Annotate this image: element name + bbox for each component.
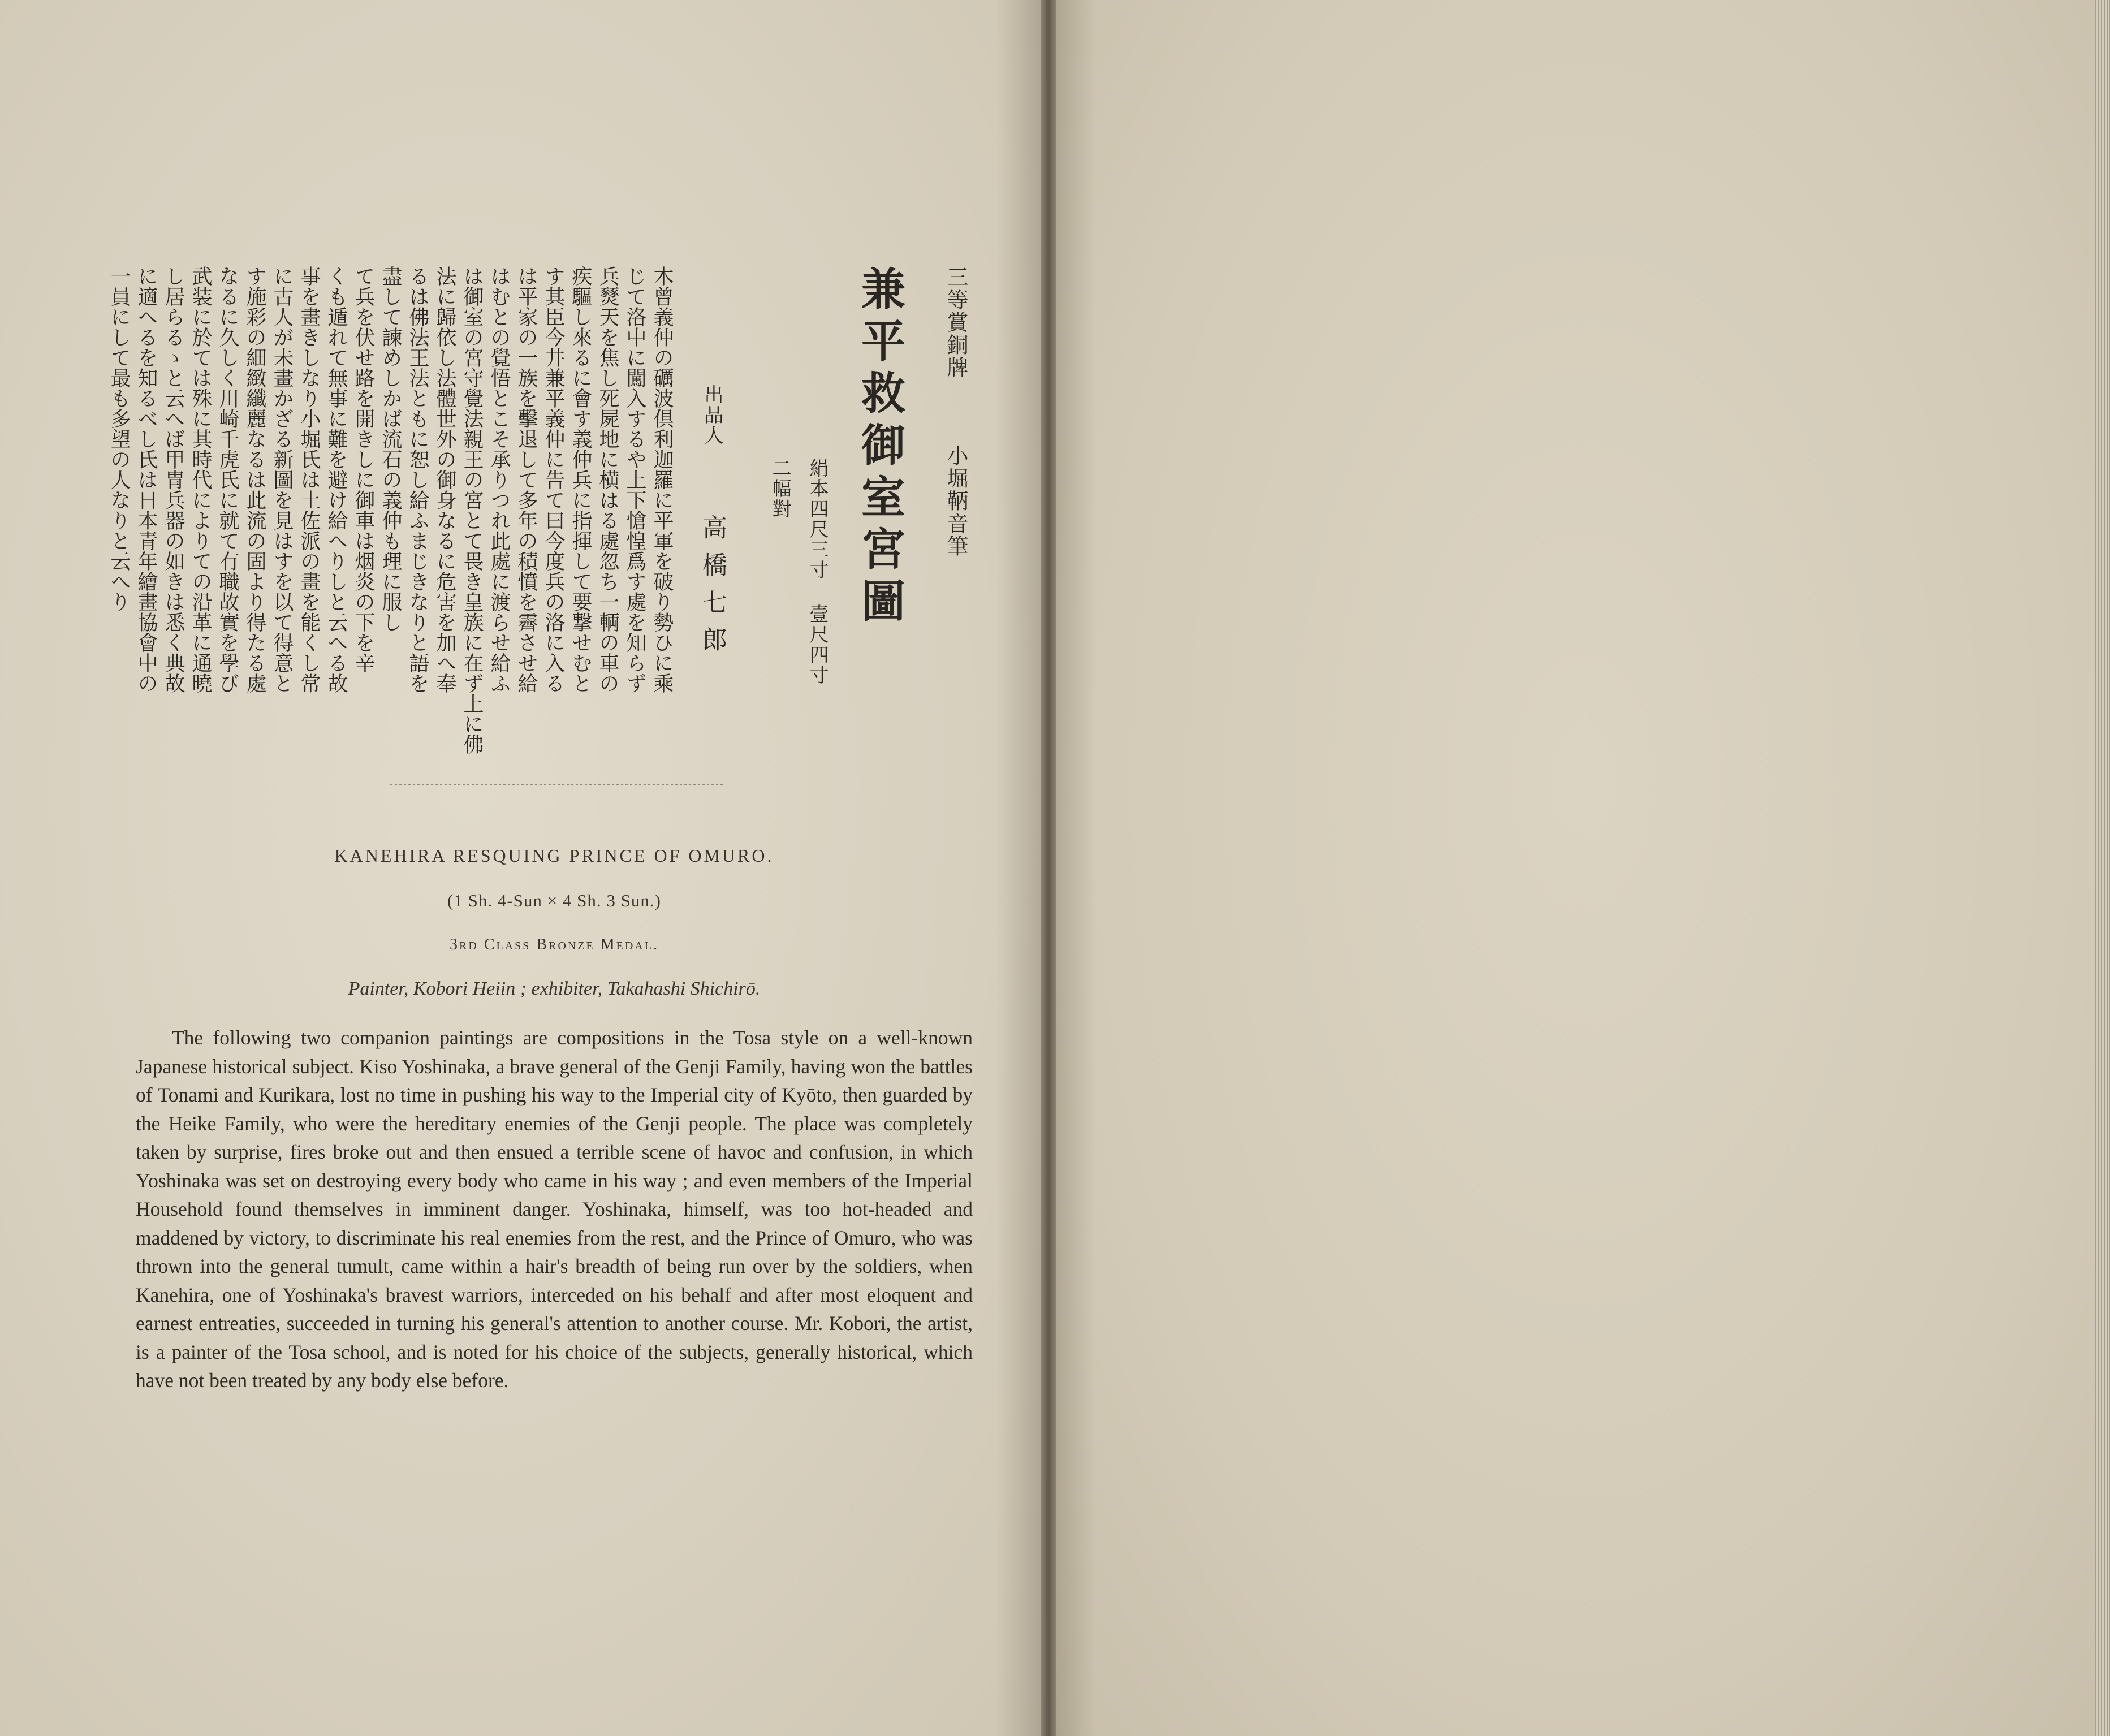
body-column: 盡して諫めしかば流石の義仲も理に服し — [379, 266, 402, 632]
wavy-divider — [390, 782, 724, 788]
painter-label: 小堀鞆音筆 — [943, 444, 968, 558]
body-column: は御室の宮守覺法親王の宮とて畏き皇族に在ず上に佛 — [460, 266, 484, 754]
body-column: 事を畫きしなり小堀氏は土佐派の畫を能くし常 — [297, 266, 321, 693]
body-column: 一員にして最も多望の人なりと云へり — [107, 266, 131, 612]
body-column: す施彩の細緻纖麗なるは此流の固より得たる處 — [243, 266, 266, 693]
body-column: るは佛法王法ともに恕し給ふまじきなりと語を — [406, 266, 429, 693]
exhibitor-label: 出品人 — [701, 385, 723, 446]
page-edges — [2095, 0, 2110, 1736]
japanese-title: 兼平救御室宮圖 — [854, 266, 905, 630]
book-gutter — [1041, 0, 1056, 1736]
body-column: 法に歸依し法體世外の御身なるに危害を加へ奉 — [433, 266, 456, 693]
english-title: KANEHIRA RESQUING PRINCE OF OMURO. — [334, 845, 774, 866]
material-size: 絹本四尺三寸 壹尺四寸 — [806, 458, 829, 685]
body-column: は平家の一族を擊退して多年の積憤を霽させ給 — [515, 266, 538, 693]
exhibitor-name: 高橋七郎 — [698, 515, 727, 664]
english-medal: 3rd Class Bronze Medal. — [450, 936, 659, 953]
pair-note: 二幅對 — [769, 458, 791, 519]
body-column: に古人が未畫かざる新圖を見はすを以て得意と — [270, 266, 294, 693]
body-column: 兵燹天を焦し死屍地に横はる處忽ち一輌の車の — [596, 266, 619, 693]
body-column: て兵を伏せ路を開きしに御車は烟炎の下を辛 — [352, 266, 375, 673]
body-column: に適へるを知るべし氏は日本青年繪畫協會中の — [135, 266, 158, 693]
english-body-paragraph: The following two companion paintings are compositions in the Tosa style on a well-known Japanese historical subject. Kiso Yoshinaka, a brave general of the Genji Family, having won the battles of Tonami and Kurikara, lost no time in pushing his way to the Imperial city of Kyōto, then guarded by the Heike Family, who were the hereditary enemies of the Genji people. The place was completely taken by surprise, fires broke out and then ensued a terrible scene of havoc and confusion, in which Yoshinaka was set on destroying every body who came in his way ; and even members of the Imperial Household found themselves in imminent danger. Yoshinaka, himself, was too hot-headed and maddened by victory, to discriminate his real enemies from the rest, and the Prince of Omuro, who was thrown into the general tumult, came within a hair's breadth of being run over by the soldiers, when Kanehira, one of Yoshinaka's bravest warriors, interceded on his behalf and after most eloquent and earnest entreaties, succeeded in turning his general's attention to another course. Mr. Kobori, the artist, is a painter of the Tosa school, and is noted for his choice of the subjects, generally historical, which have not been treated by any body else before. — [136, 1026, 973, 1392]
body-column: 疾驅し來るに會す義仲兵に指揮して要撃せむと — [569, 266, 592, 693]
body-column: す其臣今井兼平義仲に告て曰今度兵の洛に入る — [542, 266, 565, 693]
body-column: し居らるゝと云へば甲冑兵器の如きは悉く典故 — [162, 266, 185, 693]
body-column: なるに久しく川崎千虎氏に就て有職故實を學び — [216, 266, 239, 693]
medal-column — [939, 266, 973, 558]
body-column: くも遁れて無事に難を避け給へりしと云へる故 — [325, 266, 348, 693]
left-page — [0, 0, 1041, 1736]
medal-label: 三等賞銅牌 — [943, 266, 968, 379]
english-size: (1 Sh. 4-Sun × 4 Sh. 3 Sun.) — [447, 891, 661, 910]
body-column: 武装に於ては殊に其時代によりての沿革に通曉 — [189, 266, 212, 693]
english-painter-line: Painter, Kobori Heiin ; exhibiter, Takahashi Shichirō. — [348, 978, 761, 999]
body-column: 木曾義仲の礪波倶利迦羅に平軍を破り勢ひに乘 — [650, 266, 674, 693]
body-column: じて洛中に闖入するや上下愴惶爲す處を知らず — [623, 266, 646, 693]
exhibitor-column — [692, 385, 732, 664]
right-page-blank — [1056, 0, 2110, 1736]
japanese-text-block — [107, 266, 973, 775]
body-column: はむとの覺悟とこそ承りつれ此處に渡らせ給ふ — [487, 266, 511, 693]
